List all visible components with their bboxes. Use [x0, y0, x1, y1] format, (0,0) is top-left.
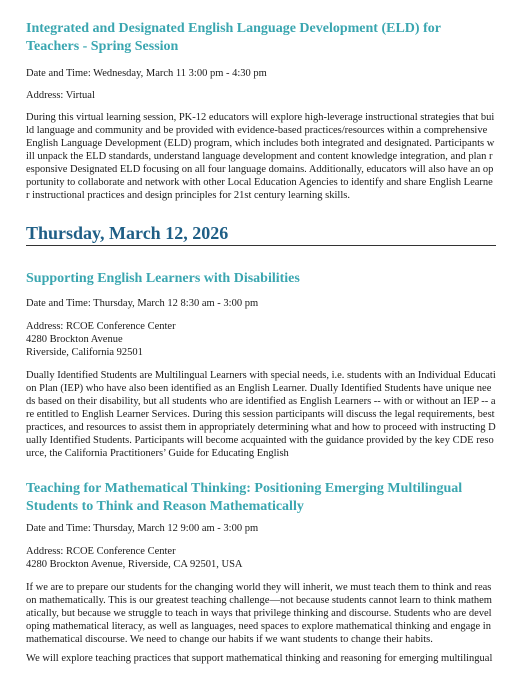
address-line: 4280 Brockton Avenue: [26, 334, 123, 345]
event-description: If we are to prepare our students for the changing world they will inherit, we must teach them to think and reason mathematically. This is our greatest teaching challenge—not because students cannot learn to think mathematically, but because we struggle to teach in ways that privilege thinking and discourse. Students who are developing mathematical literacy, as well as languages, need spaces to explore mathematical thinking and engage in mathematical discourse. We need to change our habits if we want students to change their habits.: [26, 582, 492, 645]
event-address: [26, 545, 496, 571]
day-heading: Thursday, March 12, 2026: [26, 222, 496, 246]
address-line: Address: RCOE Conference Center: [26, 546, 176, 557]
event-datetime: Date and Time: Thursday, March 12 8:30 am - 3:00 pm: [26, 298, 259, 309]
event-title[interactable]: Supporting English Learners with Disabilities: [26, 271, 300, 286]
event-datetime: Date and Time: Wednesday, March 11 3:00 pm - 4:30 pm: [26, 68, 267, 79]
event-title[interactable]: Teaching for Mathematical Thinking: Positioning Emerging Multilingual Students to Think and Reason Mathematically: [26, 481, 463, 514]
event-description: Dually Identified Students are Multilingual Learners with special needs, i.e. students with an Individual Education Plan (IEP) who have also been identified as an English Learner. Dually Identified Students have unique needs based on their disability, but all students who are identified as English Learners -- with or without an IEP -- are entitled to English Learner Services. During this session participants will discuss the legal requirements, best practices, and resources to assist them in appropriately determining what and how to proceed with instructing Dually Identified Students. Participants will become acquainted with the guidance provided by the key CDE resource, the California Practitioners’ Guide for Educating English: [26, 370, 496, 459]
address-line: Riverside, California 92501: [26, 347, 143, 358]
address-line: 4280 Brockton Avenue, Riverside, CA 92501, USA: [26, 559, 243, 570]
address-line: Address: Virtual: [26, 90, 95, 101]
event-title[interactable]: Integrated and Designated English Language Development (ELD) for Teachers - Spring Session: [26, 21, 441, 54]
event-address: [26, 320, 496, 359]
event-description: During this virtual learning session, PK-12 educators will explore high-leverage instructional strategies that build language and community and be provided with evidence-based practices/resources within a comprehensive English Language Development (ELD) program, which includes both integrated and designated. Participants will unpack the ELD standards, understand language development and content knowledge integration, and plan responsive Designated ELD focusing on all four language domains. Additionally, educators will also have an opportunity to collaborate and network with other Local Education Agencies to identify and share English Learner instructional practices and design principles for 21st century learning skills.: [26, 112, 495, 201]
event-address: [26, 89, 496, 102]
address-line: Address: RCOE Conference Center: [26, 321, 176, 332]
event-description-continued: We will explore teaching practices that support mathematical thinking and reasoning for emerging multilingual: [26, 653, 493, 664]
event-datetime: Date and Time: Thursday, March 12 9:00 am - 3:00 pm: [26, 523, 259, 534]
